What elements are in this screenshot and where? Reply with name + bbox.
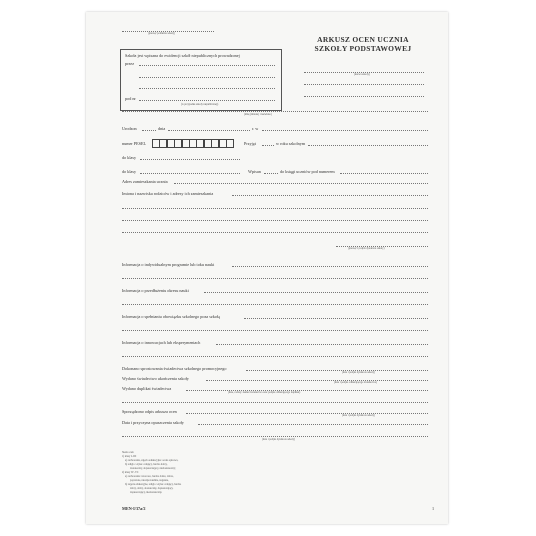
registry-box [120,49,282,111]
parents-field-2[interactable] [122,208,428,209]
parents-field-3[interactable] [122,220,428,221]
adres-label: Adres zamieszkania ucznia [122,179,168,184]
dokonano-caption: (data i podpis dyrektora szkoły) [342,371,375,374]
przyjet-class-field[interactable] [140,159,240,160]
school-name-line-3[interactable] [304,96,424,97]
info-indywidualny-label: Informacja o indywidualnym programie lub toku nauki [122,262,215,267]
form-code: MEN-I/37a/2 [122,506,146,511]
wpisan-suffix-field[interactable] [264,173,278,174]
do-ksiegi-label: do księgi uczniów pod numerem [280,169,335,174]
do-klasy-przyjety-label: do klasy [122,155,137,160]
info-przedluzenie-label: Informacja o przedłużeniu okresu nauki [122,288,189,293]
odpis-label: Sporządzono odpis arkusza ocen [122,409,177,414]
opuszczenie-field-1[interactable] [198,424,428,425]
director-stamp-caption: (pieczęć i podpis dyrektora szkoły) [348,247,385,250]
info-innowacje-field-1[interactable] [216,344,428,345]
pesel-label: numer PESEL [122,141,147,146]
scale-line: a) zachowanie, zajęcia edukacyjne: ocena opisowa, [125,459,179,462]
duplikat-caption: (data, rodzaj i numer świadectwa oraz podpis odbierającego duplikat) [228,391,301,394]
school-name-line-2[interactable] [304,84,424,85]
page-number: 1 [432,506,435,511]
scale-line: b) zajęcia edukacyjne, religia / etyka: celujący, bardzo [125,483,182,486]
rodzice-label: Imiona i nazwiska rodziców i adresy ich zamieszkania [122,191,214,196]
info-indywidualny-field-2[interactable] [122,278,428,279]
przyjet-school-year-field[interactable] [308,145,428,146]
registry-pod-nr-label: pod nr [125,96,136,101]
odpis-caption: (data i podpis dyrektora szkoły) [342,414,375,417]
registry-box-text: Szkoła jest wpisana do ewidencji szkół niepublicznych prowadzonej [125,53,240,58]
przyjet-suffix-field[interactable] [262,145,274,146]
scale-heading: Skala ocen: [122,451,135,454]
scale-line: a) zachowanie: wzorowe, bardzo dobre, dobre, [125,475,174,478]
student-name-caption: (imię (imiona) i nazwisko) [244,113,272,116]
form-title-line2: SZKOŁY PODSTAWOWEJ [314,44,412,53]
dokonano-field[interactable] [246,370,428,371]
w-roku-szkolnym-label: w roku szkolnym [276,141,306,146]
parents-field-1[interactable] [232,195,428,196]
odpis-field[interactable] [186,413,428,414]
wydano-caption: (data i podpis odbierającego świadectwo) [334,381,378,384]
info-innowacje-label: Informacja o innowacjach lub eksperymentach [122,340,201,345]
duplikat-field[interactable] [186,390,428,391]
form-sheet [86,12,448,524]
registry-przez-line[interactable] [139,65,275,66]
registry-number-field[interactable] [340,173,428,174]
duplikat-field-2[interactable] [122,402,428,403]
school-stamp-caption: (pieczęć podłużna szkoły) [148,32,176,35]
scale-line: 1) klasy I–III: [122,455,137,458]
student-name-line[interactable] [122,111,428,112]
registry-line-3[interactable] [139,88,275,89]
wydano-label: Wydano świadectwo ukończenia szkoły [122,376,189,381]
scale-line: poprawne, nieodpowiednie, naganne, [130,479,169,482]
dokonano-label: Dokonano sprostowania świadectwa szkolnego promocyjnego [122,366,227,371]
scale-line: dopuszczający, niedostateczny. [130,491,163,494]
scale-line: b) religia / etyka: celujący, bardzo dobry, [125,463,168,466]
pesel-digit-box[interactable] [226,139,234,148]
info-indywidualny-field-1[interactable] [232,266,428,267]
registry-przez-label: przez [125,61,135,66]
form-title-line1: ARKUSZ OCEN UCZNIA [317,35,409,44]
opuszczenie-label: Data i przyczyna opuszczenia szkoły [122,420,184,425]
wpisan-label: Wpisan [248,169,261,174]
duplikat-label: Wydano duplikat świadectwa [122,386,172,391]
opuszczenie-field-2[interactable] [122,436,428,437]
przyjet-label: Przyjęt [244,141,256,146]
birth-date-field[interactable] [168,130,250,131]
birth-place-field[interactable] [262,130,428,131]
info-innowacje-field-2[interactable] [122,356,428,357]
info-przedluzenie-field-1[interactable] [204,292,428,293]
registry-line-2[interactable] [139,77,275,78]
info-przedluzenie-field-2[interactable] [122,304,428,305]
dnia-label: dnia [158,126,166,131]
urodzon-label: Urodzon [122,126,137,131]
urodzon-suffix-field[interactable] [142,130,156,131]
info-obowiazek-label: Informacja o spełnianiu obowiązku szkolnego poza szkołą [122,314,220,319]
scale-line: dobry, dobry, dostateczny, dopuszczający, [130,487,174,490]
do-klasy-label: do klasy [122,169,137,174]
school-name-caption: (nazwa szkoły) [354,73,370,76]
scale-line: 2) klasy IV–VI: [122,471,139,474]
registry-caption: (w przypadku szkoły niepublicznej) [181,103,219,106]
wydano-field[interactable] [206,380,428,381]
info-obowiazek-field-1[interactable] [244,318,428,319]
info-obowiazek-field-2[interactable] [122,330,428,331]
parents-field-4[interactable] [122,232,428,233]
class-field[interactable] [140,173,240,174]
r-w-label: r. w [252,126,259,131]
pesel-boxes[interactable] [152,139,233,148]
scale-line: dostateczny, dopuszczający, niedostateczny; [130,467,176,470]
address-field[interactable] [174,183,428,184]
registry-pod-nr-line[interactable] [139,100,275,101]
opuszczenie-caption: (data i podpis dyrektora szkoły) [262,438,295,441]
